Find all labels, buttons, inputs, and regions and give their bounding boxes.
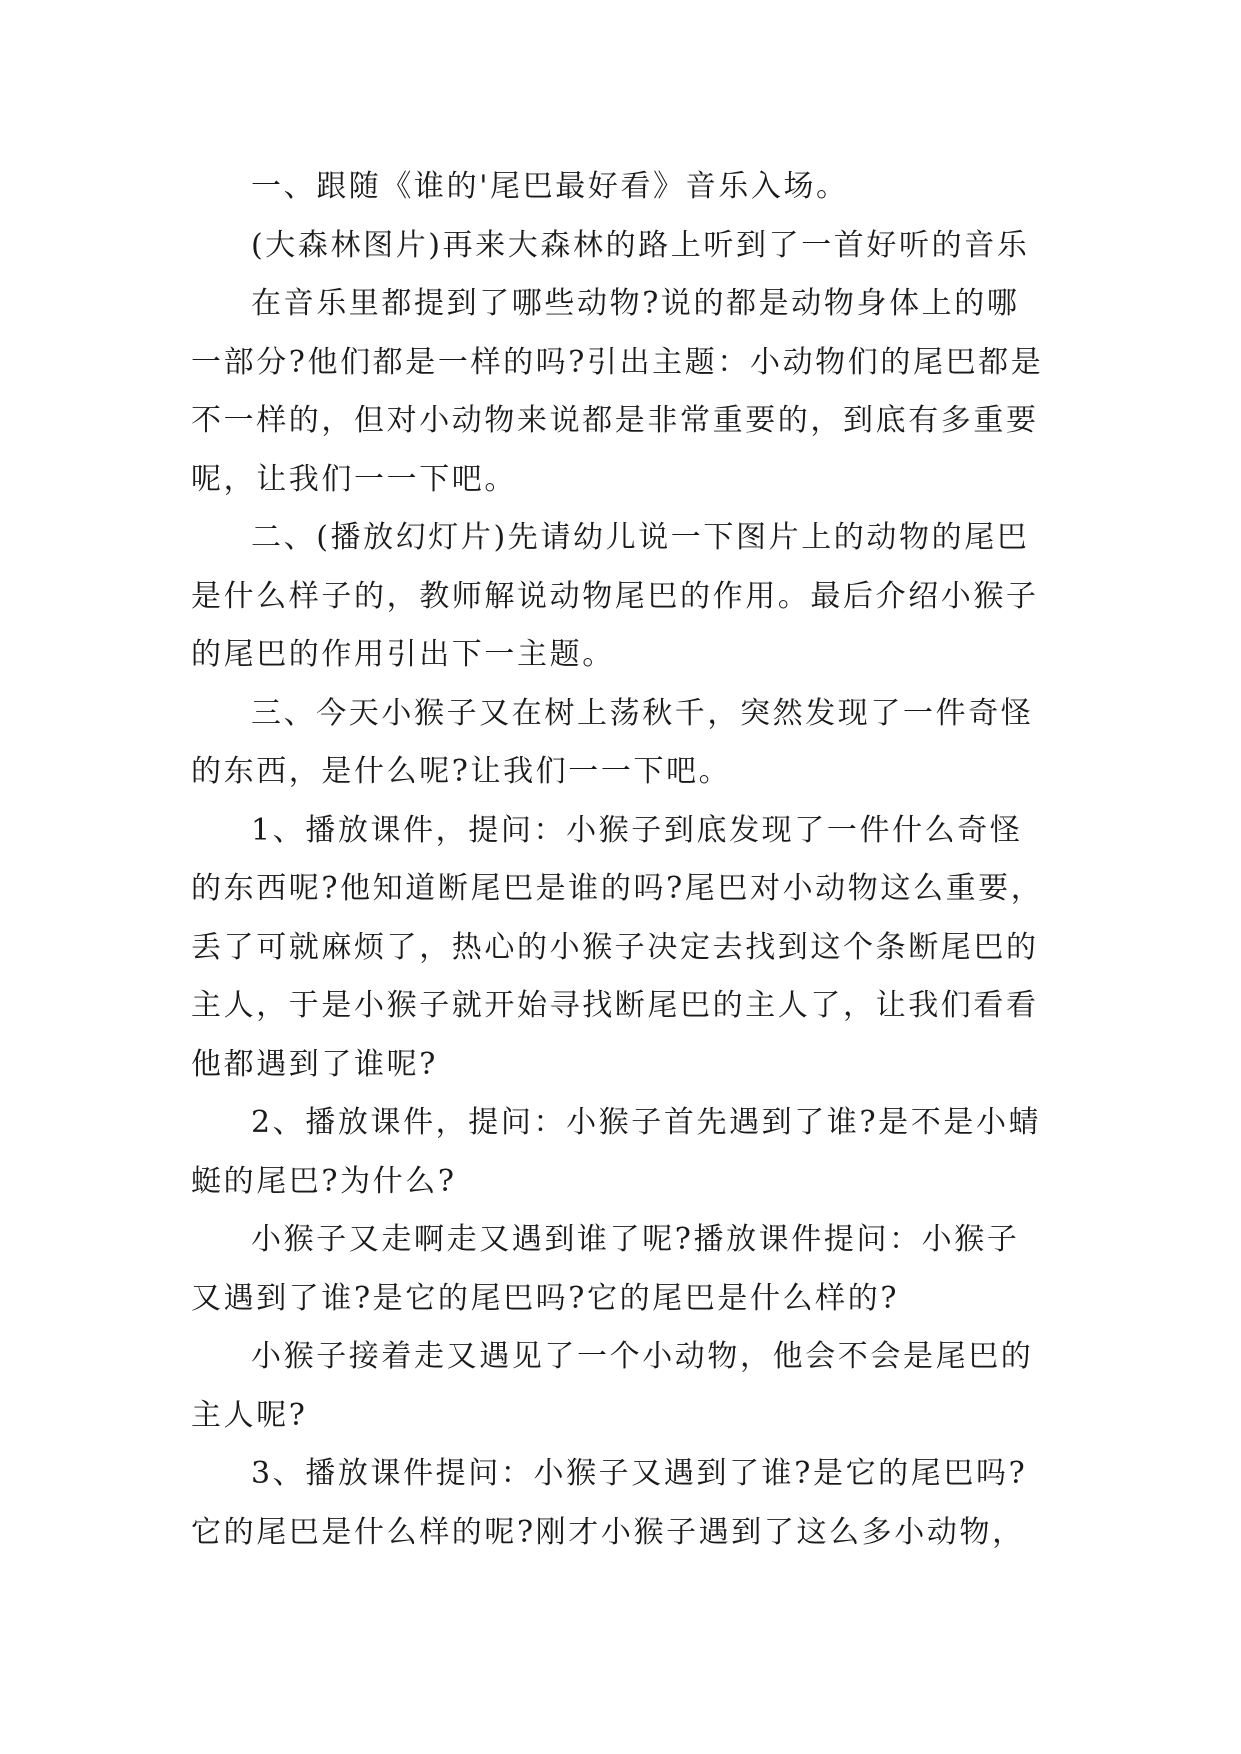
paragraph-8: [191, 1211, 1051, 1328]
text-line: 一、跟随《谁的'尾巴最好看》音乐入场。: [251, 169, 849, 204]
text-line: 小猴子又走啊走又遇到谁了呢?播放课件提问：小猴子: [251, 1222, 1020, 1257]
text-line: 不一样的，但对小动物来说都是非常重要的，到底有多重要: [191, 403, 1039, 438]
paragraph-7: [191, 1094, 1051, 1211]
text-line: 他都遇到了谁呢?: [191, 1046, 438, 1082]
text-line: 3、播放课件提问：小猴子又遇到了谁?是它的尾巴吗?: [251, 1456, 1028, 1491]
text-line: 呢，让我们一一下吧。: [191, 461, 517, 497]
text-line: 2、播放课件，提问：小猴子首先遇到了谁?是不是小蜻: [251, 1105, 1042, 1140]
text-line: 三、今天小猴子又在树上荡秋千，突然发现了一件奇怪: [251, 695, 1034, 731]
text-line: 一部分?他们都是一样的吗?引出主题：小动物们的尾巴都是: [191, 344, 1044, 380]
paragraph-1: [191, 158, 1051, 217]
text-line: 的东西呢?他知道断尾巴是谁的吗?尾巴对小动物这么重要，: [191, 871, 1044, 906]
paragraph-5: [191, 685, 1051, 802]
text-line: 的东西，是什么呢?让我们一一下吧。: [191, 754, 732, 789]
paragraph-9: [191, 1328, 1051, 1445]
paragraph-4: [191, 509, 1051, 685]
text-line: 主人呢?: [191, 1397, 308, 1433]
text-line: 蜓的尾巴?为什么?: [191, 1163, 457, 1199]
text-line: 在音乐里都提到了哪些动物?说的都是动物身体上的哪: [251, 286, 1020, 321]
paragraph-6: [191, 802, 1051, 1095]
text-line: 二、(播放幻灯片)先请幼儿说一下图片上的动物的尾巴: [251, 520, 1030, 555]
text-line: (大森林图片)再来大森林的路上听到了一首好听的音乐: [251, 227, 1030, 263]
text-line: 丢了可就麻烦了，热心的小猴子决定去找到这个条断尾巴的: [191, 929, 1039, 965]
document-body: [191, 158, 1051, 1562]
text-line: 是什么样子的，教师解说动物尾巴的作用。最后介绍小猴子: [191, 578, 1039, 614]
text-line: 1、播放课件，提问：小猴子到底发现了一件什么奇怪: [251, 812, 1023, 848]
paragraph-3: [191, 275, 1051, 509]
text-line: 主人，于是小猴子就开始寻找断尾巴的主人了，让我们看看: [191, 988, 1039, 1023]
text-line: 它的尾巴是什么样的呢?刚才小猴子遇到了这么多小动物，: [191, 1514, 1025, 1550]
text-line: 又遇到了谁?是它的尾巴吗?它的尾巴是什么样的?: [191, 1280, 900, 1316]
paragraph-2: [191, 217, 1051, 276]
paragraph-10: [191, 1445, 1051, 1562]
text-line: 的尾巴的作用引出下一主题。: [191, 637, 615, 672]
text-line: 小猴子接着走又遇见了一个小动物，他会不会是尾巴的: [251, 1339, 1034, 1374]
